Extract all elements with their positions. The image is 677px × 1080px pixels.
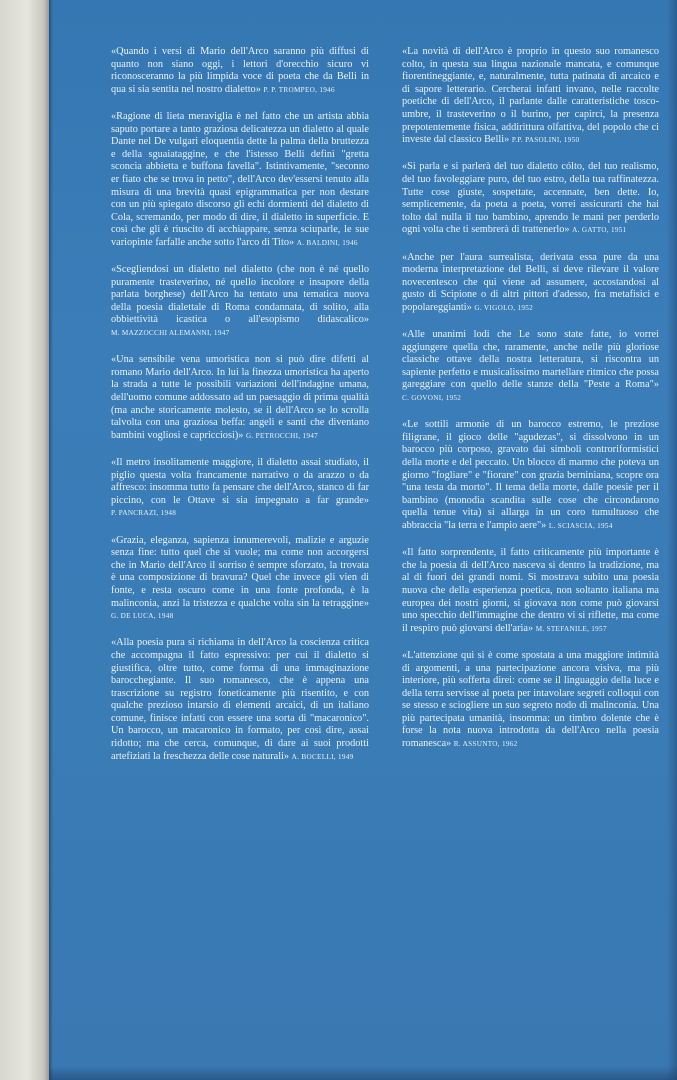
quote-author: P.P. PASOLINI, 1950 (511, 136, 580, 145)
quote-de-luca (111, 535, 369, 623)
cover-fold-shadow (49, 0, 53, 1080)
quote-author: R. ASSUNTO, 1962 (453, 740, 518, 749)
quote-gatto (402, 161, 659, 237)
quote-stefanile (402, 547, 659, 635)
quote-author: P. PANCRAZI, 1948 (111, 509, 177, 518)
quote-text: «Alle unanimi lodi che Le sono state fatte, io vorrei aggiungere quella che, raramente, anche nelle più gloriose classiche ottave della nostra letteratura, si riscontra un sapiente perfetto e musicalissimo martellare ritmico che possa gareggiare con quello delle stanze della "Peste a Roma"» (402, 329, 659, 391)
quote-author: L. SCIASCIA, 1954 (548, 521, 613, 530)
quote-text: «La novità di dell'Arco è proprio in questo suo romanesco colto, in questa sua lingua nazionale mancata, e comunque fiorentineggiante, e, naturalmente, tutta patinata di arcaico e di sapore letterario. Cercherai infatti invano, nelle raccolte poetiche di dell'Arco, il parlante dalle caratteristiche tosco-umbre, il trasteverino o il burino, per capirci, la presenza prepotentemente fisica, addirittura olfattiva, del popolo che ci investe dal classico Belli» (402, 46, 659, 146)
quote-author: G. DE LUCA, 1948 (111, 612, 174, 621)
quote-text: «Grazia, eleganza, sapienza innumerevoli, malizie e arguzie senza fine: tutto quel che si vuole; ma come non accorgersi che in Mario dell'Arco il sorriso è sempre sforzato, la trovata è una composizione di bravura? Quel che invece gli vien di fonte, e resta oscuro come in una fonte profonda, è la malinconia, anzi la tristezza e qualche volta sin la tetraggine» (111, 534, 369, 609)
quote-author: C. GOVONI, 1952 (402, 394, 462, 403)
quote-text: «Ragione di lieta meraviglia è nel fatto che un artista abbia saputo portare a tanto graziosa delicatezza un dialetto al quale Dante nel De vulgari eloquentia dette la palma della bruttezza e della sguaiataggine, e che l'istesso Belli definì "gretta sconcia abbietta e buffona favella". Istintivamente, "seconno er fiato che se trova in petto", dell'Arco dev'essersi tenuto alla misura di una brevità quasi epigrammatica per non destare con un più spiegato discorso gli echi dormienti del dialetto di Cola, scremando, per modo di dire, il dialetto in superficie. E così che gli è riuscito di acchiappare, senza sciuparle, le sue variopinte farfalle anche sotto l'arco di Tito» (111, 110, 369, 248)
book-spine (0, 0, 49, 1080)
quote-vigolo (402, 252, 659, 315)
quote-text: «Anche per l'aura surrealista, derivata essa pure da una moderna interpretazione del Belli, si deve rilevare il valore novecentesco che qui viene ad assumere, accostandosi al gusto di Scipione o di altri pittori d'adesso, fra metafisici e popolareggianti» (402, 251, 659, 313)
quote-petrocchi (111, 354, 369, 442)
quote-govoni (402, 329, 659, 405)
quote-text: «Le sottili armonie di un barocco estremo, le preziose filigrane, il gioco delle "agudezas", si dissolvono in un barocco più corposo, gravato dai simboli controriformistici della morte e del peccato. Un blocco di marmo che poteva un giorno "fogliare" e "fiorare" con grazia berniniana, scopre ora "una testa da morto". Il tema della morte, dalle poesie per il bambino (monodia scandita sulle cose che circondarono quella tenue vita) si allarga in un coro tumultuoso che abbraccia "la terra e l'ampio aere"» (402, 419, 659, 531)
quote-author: M. MAZZOCCHI ALEMANNI, 1947 (111, 329, 230, 338)
quote-text: «Il fatto sorprendente, il fatto criticamente più importante è che la poesia di dell'Arco nasceva sì dentro la tradizione, ma al di fuori dei grandi nomi. Si mostrava subito una poesia nuova che della esperienza poetica, non soltanto italiana ma europea dei nostri giorni, si giovava non come può giovarsi uno specchio dell'immagine che dentro vi si riflette, ma come il respiro può giovarsi dell'aria» (402, 547, 659, 634)
quote-trompeo (111, 46, 369, 96)
quote-author: G. PETROCCHI, 1947 (245, 431, 319, 440)
quote-author: P. P. TROMPEO, 1946 (263, 85, 335, 94)
quote-pancrazi (111, 457, 369, 520)
quote-mazzocchi-alemanni (111, 264, 369, 340)
quote-sciascia (402, 419, 659, 532)
quote-text: «Il metro insolitamente maggiore, il dialetto assai studiato, il piglio questa volta francamente narrativo o da arazzo o da affresco: insomma tutto fa pensare che dell'Arco, stanco di far piccino, con le Ottave si sia impegnato a far grande» (111, 457, 369, 506)
quote-text: «Quando i versi di Mario dell'Arco saranno più diffusi di quanto non siano oggi, i lettori d'orecchio sicuro vi riconosceranno la più limpida voce di poeta che da Belli in qua si sia sentita nel nostro dialetto» (111, 46, 369, 95)
quote-author: A. GATTO, 1951 (572, 226, 627, 235)
quote-author: A. BALDINI, 1946 (296, 238, 358, 247)
cover-right-edge (667, 0, 677, 1080)
quote-author: G. VIGOLO, 1952 (474, 303, 534, 312)
quote-assunto (402, 650, 659, 751)
right-quotes-column (402, 46, 659, 765)
left-quotes-column (111, 46, 369, 778)
quote-text: «Una sensibile vena umoristica non si può dire difetti al romano Mario dell'Arco. In lui la finezza umoristica ha aperto la strada a tutte le possibili variazioni dell'indagine umana, dell'uomo comune addossato ad un paesaggio di prima qualità (ma anche storicamente molesto, se il dell'Arco se lo scrolla talvolta con una graziosa beffa: angeli e santi che diventano bambini vogliosi e capricciosi)» (111, 354, 369, 441)
quote-text: «Alla poesia pura si richiama in dell'Arco la coscienza critica che accompagna il fatto espressivo: per cui il dialetto si giustifica, oltre tutto, come forma di una immaginazione barocchegiante. Il suo romanesco, che è appena una trascrizione su registro foneticamente più risentito, e con qualche prezioso intarsio di elementi arcaici, di un italiano comune, finisce infatti con essere una sorta di "macaronico". Un barocco, un macaronico in formato, per così dire, assai ridotto; ma che cerca, comunque, di dare ai suoi prodotti artefiziati la freschezza delle cose naturali» (111, 637, 369, 762)
quote-text: «Si parla e si parlerà del tuo dialetto cólto, del tuo realismo, del tuo favoleggiare puro, del tuo estro, della tua raffinatezza. Tutte cose giuste, sospettate, accennate, ben dette. Io, semplicemente, da poeta a poeta, vorrei assicurarti che hai tolto dal nulla il tuo bambino, aprendo le mani per perderlo ogni volta che ti sembrerà di trattenerlo» (402, 161, 659, 236)
quote-text: «Scegliendosi un dialetto nel dialetto (che non è né quello puramente trasteverino, né quello incolore e insapore della parlata borghese) dell'Arco ha tentato una tematica nuova della poesia dialettale di Roma condannata, di solito, alla obbiettività icastica o all'esopismo didascalico» (111, 264, 369, 326)
quote-author: A. BOCELLI, 1949 (291, 752, 354, 761)
quote-text: «L'attenzione qui si è come spostata a una maggiore intimità di argomenti, a una partecipazione ancora visiva, ma più interiore, più sofferta direi: come se il linguaggio della luce e della terra servisse al poeta per intavolare segreti colloqui con se stesso e sciogliere un suo segreto nodo di malinconia. Una più partecipata umanità, insomma: un timbro dolente che è forse la nota nuova introdotta da dell'Arco nella poesia romanesca» (402, 649, 659, 750)
cover-bottom-edge (49, 1066, 677, 1080)
quote-pasolini (402, 46, 659, 147)
quote-baldini (111, 111, 369, 250)
quote-author: M. STEFANILE, 1957 (535, 624, 607, 633)
quote-bocelli (111, 637, 369, 763)
